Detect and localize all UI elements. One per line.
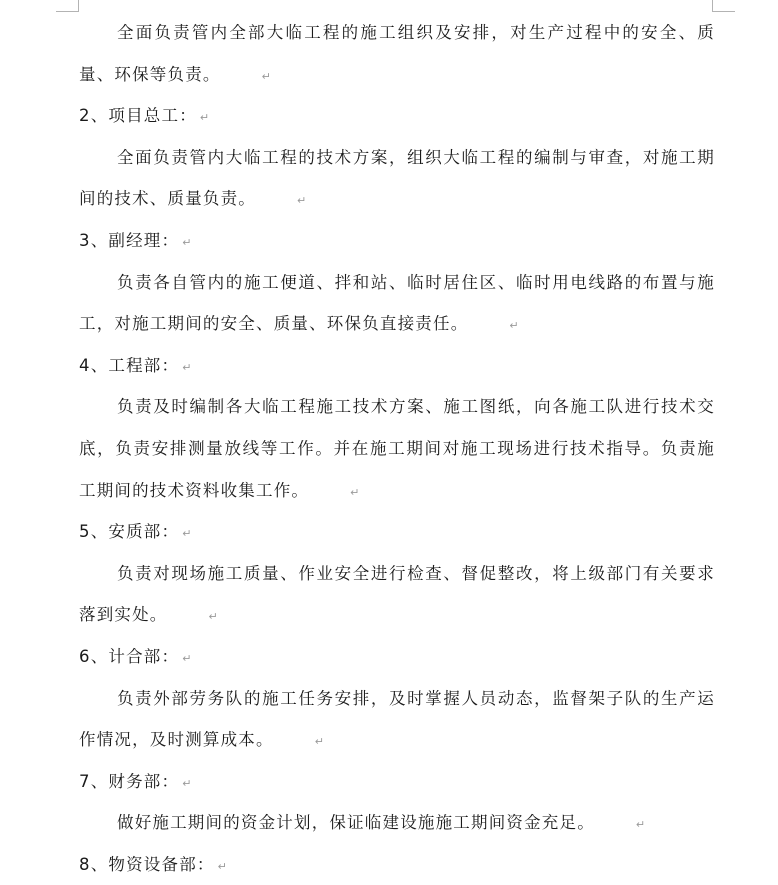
paragraph-body[interactable] bbox=[79, 386, 715, 511]
paragraph-body[interactable] bbox=[79, 137, 715, 220]
paragraph-mark-icon: ↵ bbox=[182, 235, 192, 249]
paragraph-text: 全面负责管内全部大临工程的施工组织及安排，对生产过程中的安全、质量、环保等负责。 bbox=[79, 23, 715, 84]
paragraph-body[interactable] bbox=[79, 678, 715, 761]
paragraph-text: 负责对现场施工质量、作业安全进行检查、督促整改，将上级部门有关要求落到实处。 bbox=[79, 563, 715, 625]
paragraph-mark-icon: ↵ bbox=[261, 69, 271, 83]
section-heading[interactable] bbox=[79, 345, 715, 387]
paragraph-mark-icon: ↵ bbox=[350, 485, 360, 499]
paragraph-text: 负责外部劳务队的施工任务安排，及时掌握人员动态，监督架子队的生产运作情况，及时测算成本。 bbox=[79, 688, 715, 750]
paragraph-text: 负责及时编制各大临工程施工技术方案、施工图纸，向各施工队进行技术交底，负责安排测量放线等工作。并在施工期间对施工现场进行技术指导。负责施工期间的技术资料收集工作。 bbox=[79, 397, 715, 500]
paragraph-mark-icon: ↵ bbox=[182, 527, 192, 541]
paragraph-mark-icon: ↵ bbox=[182, 776, 192, 790]
paragraph-mark-icon: ↵ bbox=[635, 818, 646, 832]
paragraph-text: 全面负责管内大临工程的技术方案，组织大临工程的编制与审查，对施工期间的技术、质量负责。 bbox=[79, 147, 715, 209]
paragraph-mark-icon: ↵ bbox=[314, 735, 324, 749]
paragraph-body[interactable] bbox=[79, 802, 715, 844]
section-heading[interactable] bbox=[79, 636, 715, 678]
paragraph-mark-icon: ↵ bbox=[297, 194, 307, 208]
paragraph-mark-icon: ↵ bbox=[217, 859, 227, 873]
paragraph-body[interactable] bbox=[79, 262, 715, 345]
section-heading-text: 2、项目总工： bbox=[79, 106, 197, 126]
section-heading[interactable] bbox=[79, 220, 715, 262]
section-heading[interactable] bbox=[79, 844, 715, 885]
paragraph-mark-icon: ↵ bbox=[182, 360, 192, 374]
section-heading-text: 7、财务部： bbox=[79, 771, 180, 791]
section-heading[interactable] bbox=[79, 761, 715, 803]
section-heading-text: 5、安质部： bbox=[79, 522, 180, 542]
section-heading[interactable] bbox=[79, 511, 715, 553]
paragraph-mark-icon: ↵ bbox=[208, 610, 218, 624]
paragraph-mark-icon: ↵ bbox=[509, 319, 519, 333]
document-body[interactable] bbox=[79, 12, 715, 885]
section-heading[interactable] bbox=[79, 95, 715, 137]
paragraph-body[interactable] bbox=[79, 12, 715, 95]
section-heading-text: 3、副经理： bbox=[79, 230, 180, 250]
section-heading-text: 6、计合部： bbox=[79, 646, 180, 666]
paragraph-mark-icon: ↵ bbox=[199, 111, 210, 125]
section-heading-text: 8、物资设备部： bbox=[79, 854, 215, 874]
paragraph-text: 负责各自管内的施工便道、拌和站、临时居住区、临时用电线路的布置与施工，对施工期间的安全、质量、环保负直接责任。 bbox=[79, 272, 715, 334]
page-corner-mark-right bbox=[712, 0, 735, 12]
paragraph-text: 做好施工期间的资金计划，保证临建设施施工期间资金充足。 bbox=[117, 813, 595, 833]
section-heading-text: 4、工程部： bbox=[79, 355, 180, 375]
paragraph-body[interactable] bbox=[79, 553, 715, 636]
page-corner-mark-left bbox=[56, 0, 79, 12]
paragraph-mark-icon: ↵ bbox=[182, 651, 192, 665]
